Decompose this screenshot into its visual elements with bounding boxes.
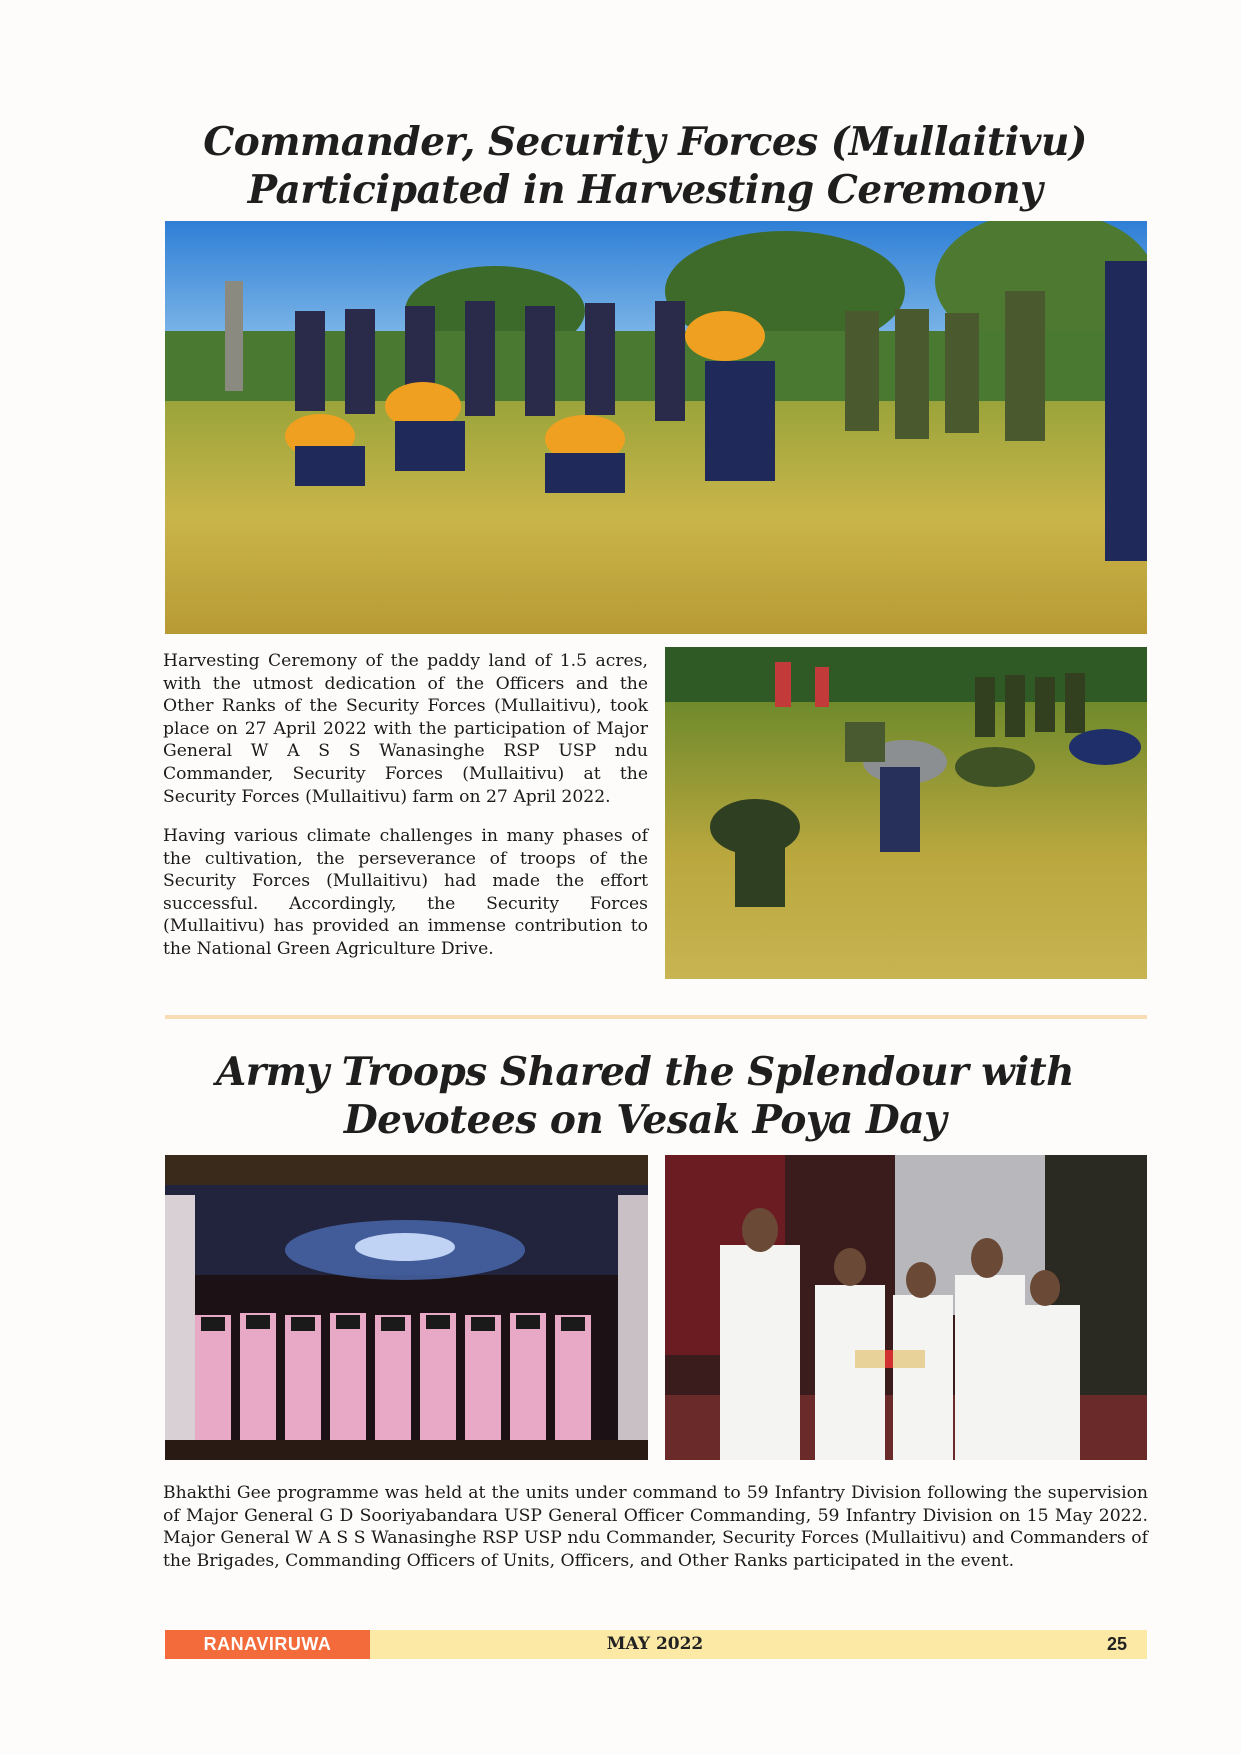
article2-paragraph: Bhakthi Gee programme was held at the units under command to 59 Infantry Division following the supervision of Major General G D Sooriyabandara USP General Officer Commanding, 59 Infantry Division on 15 May 2022. Major General W A S S Wanasinghe RSP USP ndu Commander, Security Forces (Mullaitivu) and Commanders of the Brigades, Commanding Officers of Units, Officers, and Other Ranks participated in the event.	[163, 1483, 1148, 1571]
article1-title: Commander, Security Forces (Mullaitivu) Participated in Harvesting Ceremony	[203, 119, 1087, 213]
harvest-main-photo	[165, 221, 1147, 634]
vesak-choir-photo	[165, 1155, 648, 1460]
article2-title: Army Troops Shared the Splendour with Devotees on Vesak Poya Day	[215, 1049, 1075, 1143]
page-number: 25	[1106, 1634, 1127, 1654]
article1-paragraph-1: Harvesting Ceremony of the paddy land of 1.5 acres, with the utmost dedication of the Officers and the Other Ranks of the Security Forces (Mullaitivu), took place on 27 April 2022 with the participation of Major General W A S S Wanasinghe RSP USP ndu Commander, Security Forces (Mullaitivu) at the Security Forces (Mullaitivu) farm on 27 April 2022.	[163, 651, 648, 807]
article1-paragraph-2: Having various climate challenges in many phases of the cultivation, the perseverance of troops of the Security Forces (Mullaitivu) had made the effort successful. Accordingly, the Security Forces (Mullaitivu) has provided an immense contribution to the National Green Agriculture Drive.	[163, 826, 648, 959]
footer-date: MAY 2022	[606, 1634, 704, 1654]
footer-brand: RANAVIRUWA	[165, 1630, 370, 1659]
harvest-secondary-photo	[665, 647, 1147, 979]
page-footer	[165, 1630, 1147, 1659]
vesak-presentation-photo	[665, 1155, 1147, 1460]
section-divider	[165, 1015, 1147, 1019]
